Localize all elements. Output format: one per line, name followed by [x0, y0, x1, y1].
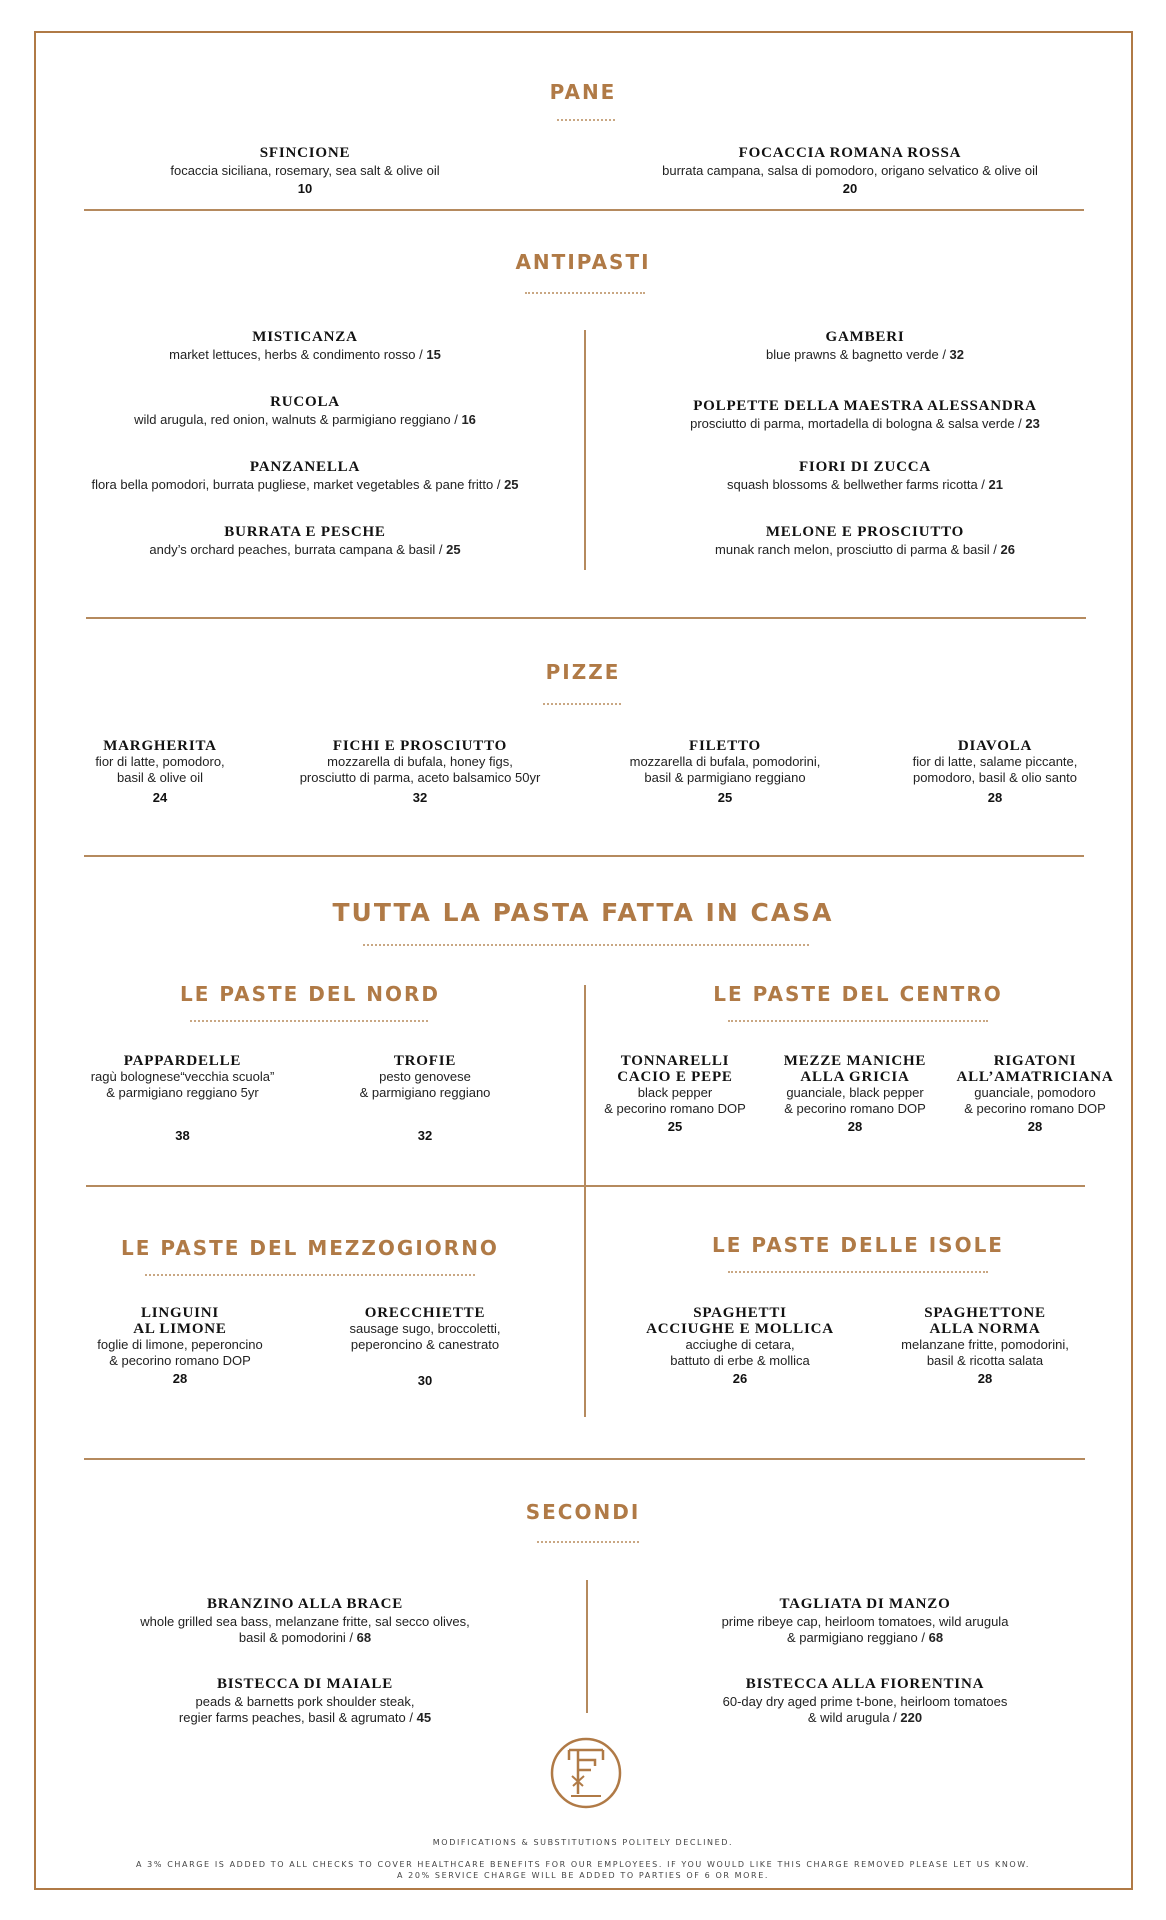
menu-item	[595, 738, 855, 806]
item-name: MEZZE MANICHE ALLA GRICIA	[783, 1053, 927, 1085]
menu-item	[620, 459, 1110, 493]
item-name: FIORI DI ZUCCA	[798, 459, 932, 475]
item-desc: acciughe di cetara, battuto di erbe & mollica	[670, 1337, 810, 1368]
item-name: BISTECCA DI MAIALE	[216, 1676, 394, 1692]
item-price: 26	[1000, 542, 1015, 557]
item-desc: blue prawns & bagnetto verde /	[765, 347, 950, 362]
menu-item	[80, 1596, 530, 1646]
section-rule	[84, 209, 1084, 211]
item-name: MELONE E PROSCIUTTO	[765, 524, 965, 540]
item-desc: melanzane fritte, pomodorini, basil & ricotta salata	[901, 1337, 1069, 1368]
item-price: 30	[417, 1373, 433, 1388]
item-desc: mozzarella di bufala, pomodorini, basil & parmigiano reggiano	[629, 754, 821, 785]
item-name: BURRATA E PESCHE	[224, 524, 386, 540]
menu-item	[875, 1305, 1095, 1387]
item-price: 24	[152, 790, 168, 805]
mezzogiorno-title: LE PASTE DEL MEZZOGIORNO	[121, 1236, 499, 1260]
item-price: 220	[900, 1710, 923, 1725]
item-price: 28	[1027, 1119, 1043, 1134]
pane-divider-dots	[557, 119, 615, 121]
item-price: 25	[446, 542, 461, 557]
item-price: 28	[172, 1371, 188, 1386]
menu-item	[595, 1053, 755, 1135]
item-price: 68	[928, 1630, 944, 1645]
menu-item	[60, 524, 550, 558]
antipasti-divider-dots	[525, 292, 645, 294]
item-price: 25	[667, 1119, 683, 1134]
column-divider	[584, 330, 586, 570]
pizze-title: PIZZE	[545, 660, 621, 684]
item-desc: burrata campana, salsa di pomodoro, origano selvatico & olive oil	[662, 163, 1038, 178]
item-desc: andy’s orchard peaches, burrata campana & basil /	[149, 542, 447, 557]
item-desc: fior di latte, salame piccante, pomodoro, basil & olio santo	[912, 754, 1078, 785]
pasta-title: TUTTA LA PASTA FATTA IN CASA	[332, 898, 834, 927]
isole-title: LE PASTE DELLE ISOLE	[712, 1233, 1004, 1257]
menu-item	[620, 524, 1110, 558]
item-price: 21	[988, 477, 1004, 492]
item-name: POLPETTE DELLA MAESTRA ALESSANDRA	[693, 398, 1037, 414]
item-name: DIAVOLA	[957, 738, 1033, 754]
menu-item	[320, 1305, 530, 1353]
item-price: 10	[297, 181, 313, 196]
item-desc: guanciale, pomodoro & pecorino romano DOP	[964, 1085, 1106, 1116]
item-price: 25	[504, 477, 519, 492]
item-price: 20	[842, 181, 858, 196]
menu-item	[630, 145, 1070, 197]
item-desc: mozzarella di bufala, honey figs, prosciutto di parma, aceto balsamico 50yr	[299, 754, 541, 785]
footer-note: A 20% SERVICE CHARGE WILL BE ADDED TO PARTIES OF 6 OR MORE.	[396, 1871, 770, 1880]
item-price: 26	[732, 1371, 748, 1386]
menu-item	[80, 1676, 530, 1726]
item-desc: prosciutto di parma, mortadella di bologna & salsa verde /	[690, 416, 1026, 431]
item-desc: squash blossoms & bellwether farms ricotta /	[726, 477, 989, 492]
menu-item	[80, 1053, 285, 1101]
item-name: TAGLIATA DI MANZO	[779, 1596, 951, 1612]
item-name: SPAGHETTI ACCIUGHE E MOLLICA	[646, 1305, 834, 1337]
column-divider	[584, 985, 586, 1417]
item-desc: flora bella pomodori, burrata pugliese, market vegetables & pane fritto /	[91, 477, 505, 492]
pasta-grid-rule	[86, 1185, 1085, 1187]
item-price: 68	[356, 1630, 372, 1645]
item-desc: sausage sugo, broccoletti, peperoncino & canestrato	[349, 1321, 501, 1352]
menu-item	[60, 738, 260, 806]
item-name: RIGATONI ALL’AMATRICIANA	[956, 1053, 1114, 1085]
menu-item	[60, 459, 550, 493]
menu-item	[320, 1053, 530, 1101]
item-price: 45	[416, 1710, 432, 1725]
centro-title: LE PASTE DEL CENTRO	[713, 982, 1003, 1006]
item-price: 28	[987, 790, 1003, 805]
section-rule	[84, 1458, 1085, 1460]
item-price: 32	[412, 790, 428, 805]
item-name: FILETTO	[688, 738, 762, 754]
menu-item	[60, 329, 550, 363]
secondi-title: SECONDI	[525, 1500, 641, 1524]
item-desc: peads & barnetts pork shoulder steak, regier farms peaches, basil & agrumato /	[178, 1694, 415, 1725]
item-name: TROFIE	[393, 1053, 457, 1069]
item-desc: prime ribeye cap, heirloom tomatoes, wild arugula & parmigiano reggiano /	[721, 1614, 1009, 1645]
item-desc: ragù bolognese“vecchia scuola” & parmigiano reggiano 5yr	[90, 1069, 275, 1100]
item-price: 38	[175, 1128, 190, 1143]
section-rule	[86, 617, 1086, 619]
menu-item	[60, 394, 550, 428]
item-name: RUCOLA	[270, 394, 340, 410]
item-name: TONNARELLI CACIO E PEPE	[617, 1053, 733, 1085]
item-desc: fior di latte, pomodoro, basil & olive oil	[95, 754, 225, 785]
pizze-divider-dots	[543, 703, 621, 705]
item-price: 28	[977, 1371, 993, 1386]
antipasti-title: ANTIPASTI	[515, 250, 651, 274]
menu-item	[620, 329, 1110, 363]
item-name: BRANZINO ALLA BRACE	[206, 1596, 404, 1612]
menu-item	[880, 738, 1110, 806]
secondi-divider-dots	[537, 1541, 639, 1543]
footer-note: A 3% CHARGE IS ADDED TO ALL CHECKS TO COVER HEALTHCARE BENEFITS FOR OUR EMPLOYEES. IF YOU WOULD LIKE THIS CHARGE REMOVED PLEASE LET US KNOW.	[135, 1860, 1031, 1869]
nord-divider-dots	[190, 1020, 428, 1022]
item-desc: foglie di limone, peperoncino & pecorino romano DOP	[97, 1337, 263, 1368]
item-name: LINGUINI AL LIMONE	[133, 1305, 227, 1337]
item-desc: wild arugula, red onion, walnuts & parmigiano reggiano /	[134, 412, 462, 427]
item-price: 25	[717, 790, 733, 805]
item-name: MARGHERITA	[103, 738, 217, 754]
item-desc: munak ranch melon, prosciutto di parma & basil /	[715, 542, 1001, 557]
item-desc: focaccia siciliana, rosemary, sea salt & olive oil	[170, 163, 440, 178]
item-name: FICHI E PROSCIUTTO	[332, 738, 508, 754]
item-price: 28	[847, 1119, 863, 1134]
mezzogiorno-divider-dots	[145, 1274, 475, 1276]
item-name: GAMBERI	[825, 329, 905, 345]
item-desc: 60-day dry aged prime t-bone, heirloom tomatoes & wild arugula /	[722, 1694, 1008, 1725]
menu-item	[620, 398, 1110, 432]
centro-divider-dots	[728, 1020, 988, 1022]
item-name: PANZANELLA	[249, 459, 361, 475]
item-name: SPAGHETTONE ALLA NORMA	[924, 1305, 1046, 1337]
item-name: ORECCHIETTE	[364, 1305, 486, 1321]
restaurant-monogram-icon	[549, 1736, 623, 1810]
menu-item	[70, 1305, 290, 1387]
item-price: 32	[417, 1128, 433, 1143]
column-divider	[586, 1580, 588, 1713]
item-price: 15	[426, 347, 441, 362]
item-desc: guanciale, black pepper & pecorino romano DOP	[784, 1085, 926, 1116]
item-price: 16	[461, 412, 476, 427]
item-price: 32	[949, 347, 965, 362]
isole-divider-dots	[728, 1271, 988, 1273]
pane-title: PANE	[549, 80, 617, 104]
menu-item	[620, 1305, 860, 1387]
menu-item	[640, 1676, 1090, 1726]
section-rule	[84, 855, 1084, 857]
nord-title: LE PASTE DEL NORD	[179, 982, 441, 1006]
footer-note: MODIFICATIONS & SUBSTITUTIONS POLITELY DECLINED.	[432, 1838, 734, 1847]
item-desc: black pepper & pecorino romano DOP	[604, 1085, 746, 1116]
item-name: FOCACCIA ROMANA ROSSA	[738, 145, 962, 161]
menu-item	[950, 1053, 1120, 1135]
menu-item	[770, 1053, 940, 1135]
item-desc: market lettuces, herbs & condimento rosso /	[169, 347, 427, 362]
pasta-divider-dots	[363, 944, 809, 946]
item-name: SFINCIONE	[259, 145, 351, 161]
item-desc: whole grilled sea bass, melanzane fritte, sal secco olives, basil & pomodorini /	[140, 1614, 470, 1645]
item-name: MISTICANZA	[252, 329, 358, 345]
item-name: BISTECCA ALLA FIORENTINA	[745, 1676, 985, 1692]
item-name: PAPPARDELLE	[123, 1053, 242, 1069]
item-price: 23	[1025, 416, 1040, 431]
item-desc: pesto genovese & parmigiano reggiano	[359, 1069, 491, 1100]
menu-item	[640, 1596, 1090, 1646]
menu-item	[270, 738, 570, 806]
menu-item	[110, 145, 500, 197]
